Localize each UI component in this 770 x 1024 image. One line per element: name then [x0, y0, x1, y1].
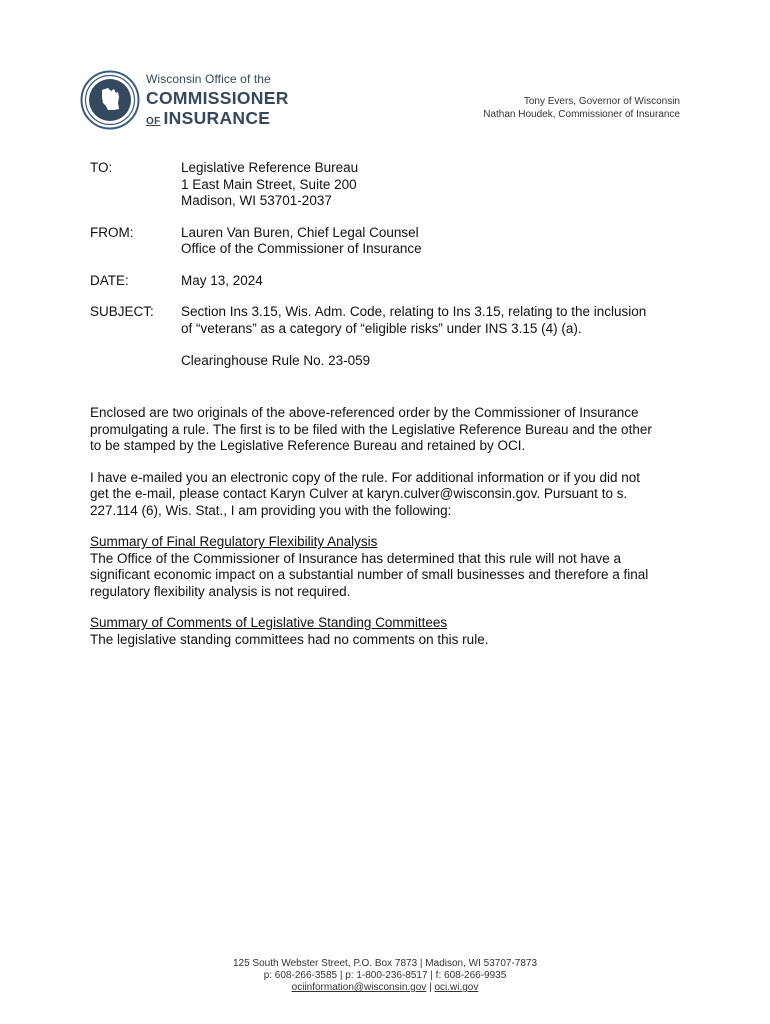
to-label: TO: — [90, 160, 113, 175]
section-flexibility-analysis — [90, 534, 680, 600]
header-officials — [483, 95, 680, 121]
date-label: DATE: — [90, 272, 129, 288]
logo-line-3 — [146, 108, 289, 129]
paragraph-enclosed — [90, 405, 680, 455]
from-line: Lauren Van Buren, Chief Legal Counsel — [181, 224, 419, 240]
memo-to-row — [90, 160, 690, 210]
date-text: May 13, 2024 — [181, 272, 263, 288]
from-value — [181, 225, 690, 258]
paragraph-line: to be stamped by the Legislative Reference Bureau and retained by OCI. — [90, 438, 526, 453]
paragraph-line: The Office of the Commissioner of Insurance has determined that this rule will not have a — [90, 550, 622, 566]
memo-date-row — [90, 273, 690, 290]
subject-value — [181, 304, 690, 370]
paragraph-line: Enclosed are two originals of the above-referenced order by the Commissioner of Insurance — [90, 405, 639, 420]
letter-body — [90, 405, 680, 663]
memo-subject-row — [90, 304, 690, 370]
subject-spacer — [181, 337, 690, 353]
subject-line: of “veterans” as a category of “eligible risks” under INS 3.15 (4) (a). — [181, 320, 582, 336]
paragraph-line: I have e-mailed you an electronic copy of the rule. For additional information or if you did not — [90, 469, 641, 485]
email-link[interactable]: ociinformation@wisconsin.gov — [291, 982, 427, 993]
subject-label: SUBJECT: — [90, 304, 154, 319]
footer-address: 125 South Webster Street, P.O. Box 7873 | Madison, WI 53707-7873 — [232, 958, 538, 969]
footer-phones: p: 608-266-3585 | p: 1-800-236-8517 | f: 608-266-9935 — [263, 970, 507, 981]
from-label: FROM: — [90, 224, 134, 240]
letter-footer — [0, 958, 770, 994]
paragraph-line: significant economic impact on a substantial number of small businesses and therefore a final — [90, 567, 649, 582]
logo-line-2: COMMISSIONER — [146, 88, 289, 108]
oci-logo — [80, 70, 289, 132]
paragraph-line: get the e-mail, please contact Karyn Culver at karyn.culver@wisconsin.gov. Pursuant to s. — [90, 486, 628, 501]
paragraph-emailed — [90, 470, 680, 520]
section-heading: Summary of Comments of Legislative Standing Committees — [90, 615, 448, 630]
to-line: Legislative Reference Bureau — [181, 160, 359, 175]
paragraph-line: The legislative standing committees had no comments on this rule. — [90, 631, 489, 647]
section-committee-comments — [90, 615, 680, 648]
memo-from-row — [90, 225, 690, 258]
from-line: Office of the Commissioner of Insurance — [181, 241, 422, 256]
logo-line-1: Wisconsin Office of the — [146, 72, 271, 86]
logo-of: OF — [146, 116, 161, 127]
website-link[interactable]: oci.wi.gov — [434, 982, 479, 993]
paragraph-line: promulgating a rule. The first is to be filed with the Legislative Reference Bureau and the other — [90, 421, 652, 437]
logo-wordmark — [146, 72, 289, 129]
footer-separator: | — [426, 982, 435, 993]
wisconsin-seal-icon — [80, 70, 140, 130]
governor-line: Tony Evers, Governor of Wisconsin — [523, 96, 680, 107]
to-line: Madison, WI 53701-2037 — [181, 193, 332, 208]
paragraph-line: 227.114 (6), Wis. Stat., I am providing you with the following: — [90, 502, 452, 518]
paragraph-line: regulatory flexibility analysis is not required. — [90, 583, 351, 599]
logo-insurance: INSURANCE — [163, 108, 271, 128]
clearinghouse-rule: Clearinghouse Rule No. 23-059 — [181, 353, 371, 368]
to-value — [181, 160, 690, 210]
footer-links — [0, 982, 770, 994]
memo-header — [90, 160, 690, 385]
date-value — [181, 273, 690, 290]
section-heading: Summary of Final Regulatory Flexibility Analysis — [90, 534, 378, 549]
to-line: 1 East Main Street, Suite 200 — [181, 176, 357, 192]
subject-line: Section Ins 3.15, Wis. Adm. Code, relating to Ins 3.15, relating to the inclusion — [181, 304, 647, 319]
commissioner-line: Nathan Houdek, Commissioner of Insurance — [483, 109, 680, 120]
